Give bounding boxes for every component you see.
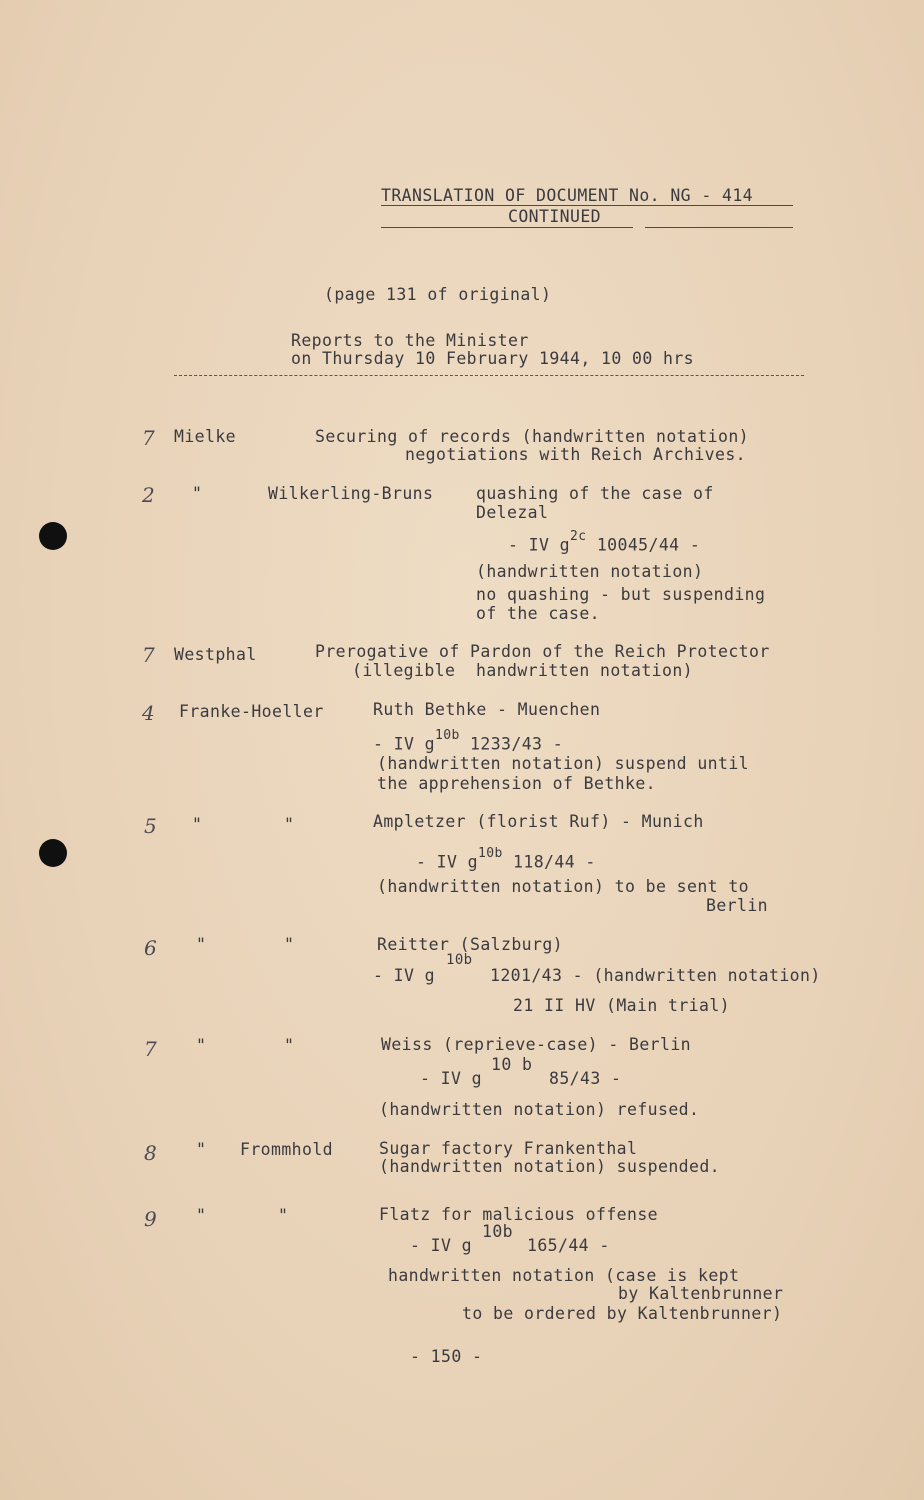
ref-prefix: - IV g [416,852,479,872]
entry-text: (handwritten notation) suspended. [379,1157,721,1176]
heading-line-1: Reports to the Minister [291,331,529,350]
heading-dashed-rule [174,375,804,376]
entry-text: by Kaltenbrunner [618,1284,784,1303]
entry-mark: 6 [144,936,157,960]
entry-name: " [196,1036,207,1055]
entry-text: (handwritten notation) refused. [379,1100,700,1119]
entry-mark: 2 [142,483,155,507]
entry-text: of the case. [476,604,601,623]
entry-text: Securing of records (handwritten notation) [315,427,750,446]
entry-name: " [192,815,203,834]
entry-text: 21 II HV (Main trial) [513,996,731,1015]
entry-mark: 8 [144,1141,157,1165]
entry-mark: 7 [144,1037,157,1061]
heading-line-2: on Thursday 10 February 1944, 10 00 hrs [291,349,695,368]
entry-name-2: " [284,1036,295,1055]
file-reference [373,730,563,754]
entry-name-2: Frommhold [240,1140,334,1159]
entry-mark: 5 [144,814,157,838]
entry-text: Berlin [706,896,769,915]
file-reference [508,531,700,555]
ref-superscript: 10b [435,728,460,743]
ref-number: 1233/43 - [470,734,564,754]
entry-name-2: " [278,1206,289,1225]
page-number: - 150 - [410,1347,483,1366]
entry-text: 165/44 - [527,1236,610,1255]
entry-text: (handwritten notation) suspend until [377,754,750,773]
ref-prefix: - IV g [373,734,436,754]
entry-mark: 7 [142,643,155,667]
ref-superscript: 10b [478,846,503,861]
entry-text: negotiations with Reich Archives. [405,445,747,464]
entry-text: Ruth Bethke - Muenchen [373,700,601,719]
entry-text: (handwritten notation) [476,562,704,581]
entry-name: Westphal [174,645,257,664]
file-reference [416,848,596,872]
ref-superscript: 2c [570,529,587,544]
ref-prefix: - IV g [373,966,436,985]
entry-name: " [192,484,203,503]
entry-text: Delezal [476,503,549,522]
ref-number: 118/44 - [513,852,596,872]
entry-name: " [196,1206,207,1225]
entry-text: quashing of the case of [476,484,714,503]
entry-name: " [196,935,207,954]
entry-text: the apprehension of Bethke. [377,774,657,793]
entry-name: Mielke [174,427,237,446]
entry-name-2: " [284,935,295,954]
entry-text: Weiss (reprieve-case) - Berlin [381,1035,692,1054]
punch-hole-bottom [39,839,67,867]
entry-name: Franke-Hoeller [179,702,324,721]
entry-mark: 4 [142,701,155,725]
entry-text: Flatz for malicious offense [379,1205,659,1224]
entry-text: Ampletzer (florist Ruf) - Munich [373,812,704,831]
ref-prefix: - IV g [420,1069,483,1088]
entry-text: Prerogative of Pardon of the Reich Protector [315,642,770,661]
ref-superscript: 10b [446,952,473,968]
ref-superscript: 10b [482,1222,514,1241]
entry-text: (illegible handwritten notation) [352,661,694,680]
ref-prefix: - IV g [508,535,571,555]
entry-text: no quashing - but suspending [476,585,766,604]
entry-text: (handwritten notation) to be sent to [377,877,750,896]
ref-number: 10045/44 - [596,535,701,555]
continued-underline-right [645,227,793,228]
entry-text: 85/43 - [549,1069,622,1088]
entry-text: handwritten notation (case is kept [388,1266,740,1285]
title-underline [381,205,793,206]
continued-label: CONTINUED [508,207,602,226]
entry-text: Sugar factory Frankenthal [379,1139,638,1158]
entry-name: " [196,1140,207,1159]
entry-text: to be ordered by Kaltenbrunner) [462,1304,783,1323]
entry-name-2: " [284,815,295,834]
page-reference: (page 131 of original) [324,285,552,304]
entry-text: 1201/43 - (handwritten notation) [490,966,821,985]
entry-mark: 9 [144,1207,157,1231]
entry-name-2: Wilkerling-Bruns [268,484,434,503]
continued-underline-left [381,227,633,228]
ref-superscript: 10 b [491,1055,533,1074]
entry-mark: 7 [142,426,155,450]
entry-text: Reitter (Salzburg) [377,935,564,954]
ref-prefix: - IV g [410,1236,473,1255]
punch-hole-top [39,522,67,550]
document-title: TRANSLATION OF DOCUMENT No. NG - 414 [381,186,754,205]
